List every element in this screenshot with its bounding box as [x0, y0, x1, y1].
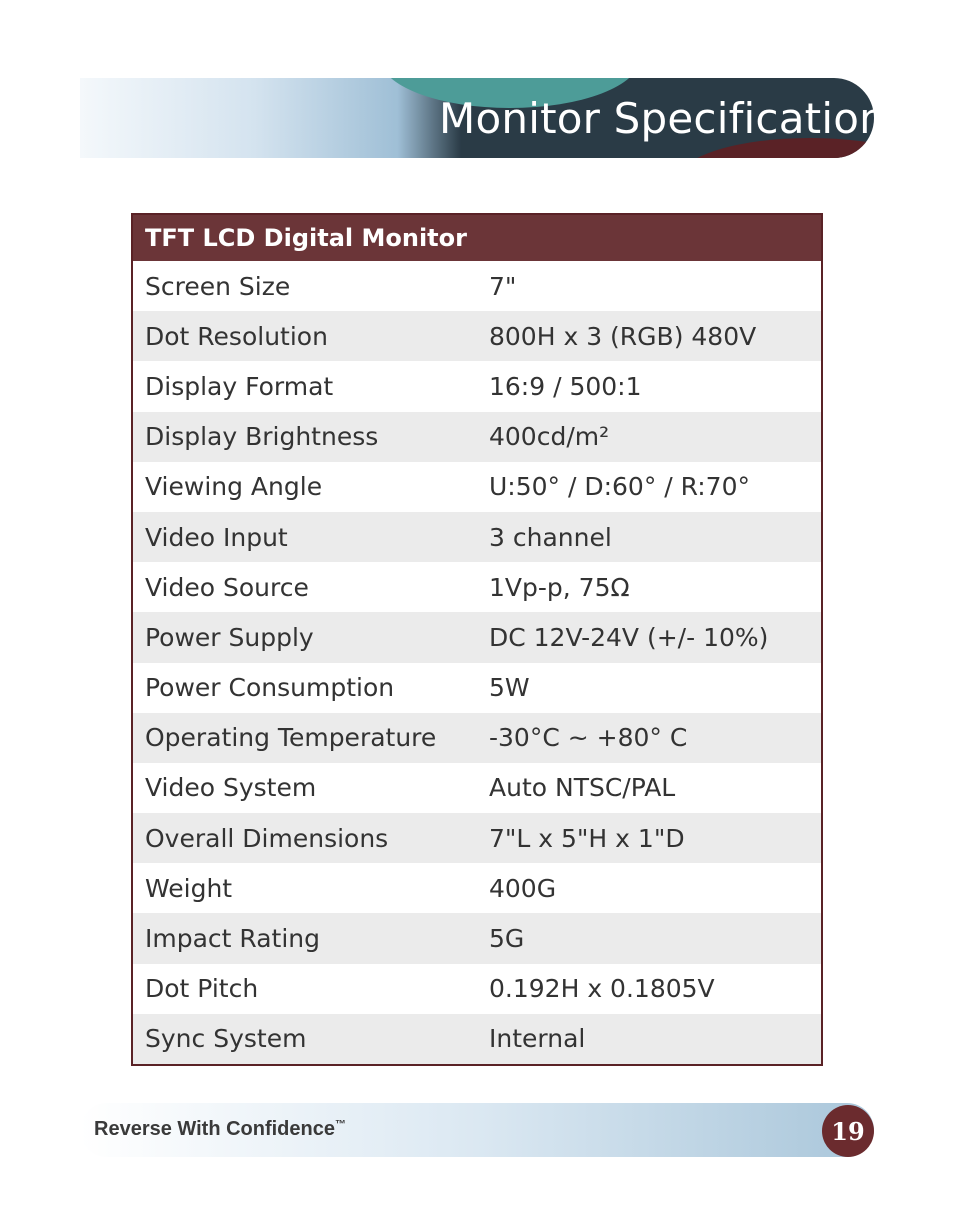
footer-tagline — [94, 1118, 346, 1141]
spec-row — [133, 913, 821, 963]
trademark-mark: ™ — [335, 1118, 346, 1131]
spec-value: 0.192H x 0.1805V — [489, 974, 715, 1004]
spec-value: 800H x 3 (RGB) 480V — [489, 321, 757, 351]
tagline-text: Reverse With Confidence — [94, 1118, 335, 1140]
spec-row — [133, 261, 821, 311]
spec-label: Display Brightness — [145, 422, 379, 452]
spec-row — [133, 1014, 821, 1064]
spec-label: Video System — [145, 773, 317, 803]
spec-row — [133, 462, 821, 512]
spec-row — [133, 311, 821, 361]
spec-label: Power Supply — [145, 622, 314, 652]
spec-label: Power Consumption — [145, 673, 395, 703]
spec-row — [133, 663, 821, 713]
spec-label: Video Source — [145, 572, 309, 602]
spec-label: Screen Size — [145, 271, 291, 301]
spec-label: Sync System — [145, 1024, 307, 1054]
spec-row — [133, 562, 821, 612]
spec-value: 5W — [489, 673, 530, 703]
spec-table — [131, 213, 823, 1066]
spec-row — [133, 964, 821, 1014]
spec-row — [133, 763, 821, 813]
spec-row — [133, 813, 821, 863]
spec-value: 400G — [489, 873, 557, 903]
spec-row — [133, 412, 821, 462]
spec-value: -30°C ~ +80° C — [489, 723, 688, 753]
spec-value: 400cd/m² — [489, 422, 610, 452]
spec-value: 16:9 / 500:1 — [489, 371, 642, 401]
spec-value: DC 12V-24V (+/- 10%) — [489, 622, 769, 652]
spec-row — [133, 713, 821, 763]
spec-label: Overall Dimensions — [145, 823, 389, 853]
spec-value: Auto NTSC/PAL — [489, 773, 676, 803]
spec-table-header: TFT LCD Digital Monitor — [133, 215, 821, 261]
spec-label: Display Format — [145, 371, 334, 401]
spec-value: 1Vp-p, 75Ω — [489, 572, 630, 602]
spec-label: Weight — [145, 873, 233, 903]
spec-row — [133, 361, 821, 411]
spec-value: 7" — [489, 271, 517, 301]
spec-row — [133, 863, 821, 913]
page-number-badge: 19 — [822, 1105, 874, 1157]
spec-label: Dot Pitch — [145, 974, 259, 1004]
spec-value: U:50° / D:60° / R:70° — [489, 472, 750, 502]
page-title: Monitor Specifications — [439, 94, 908, 143]
spec-label: Viewing Angle — [145, 472, 323, 502]
spec-value: 3 channel — [489, 522, 612, 552]
spec-row — [133, 612, 821, 662]
spec-label: Video Input — [145, 522, 288, 552]
spec-value: 5G — [489, 924, 525, 954]
spec-value: 7"L x 5"H x 1"D — [489, 823, 685, 853]
spec-label: Dot Resolution — [145, 321, 328, 351]
spec-row — [133, 512, 821, 562]
spec-value: Internal — [489, 1024, 586, 1054]
spec-label: Operating Temperature — [145, 723, 437, 753]
spec-label: Impact Rating — [145, 924, 321, 954]
